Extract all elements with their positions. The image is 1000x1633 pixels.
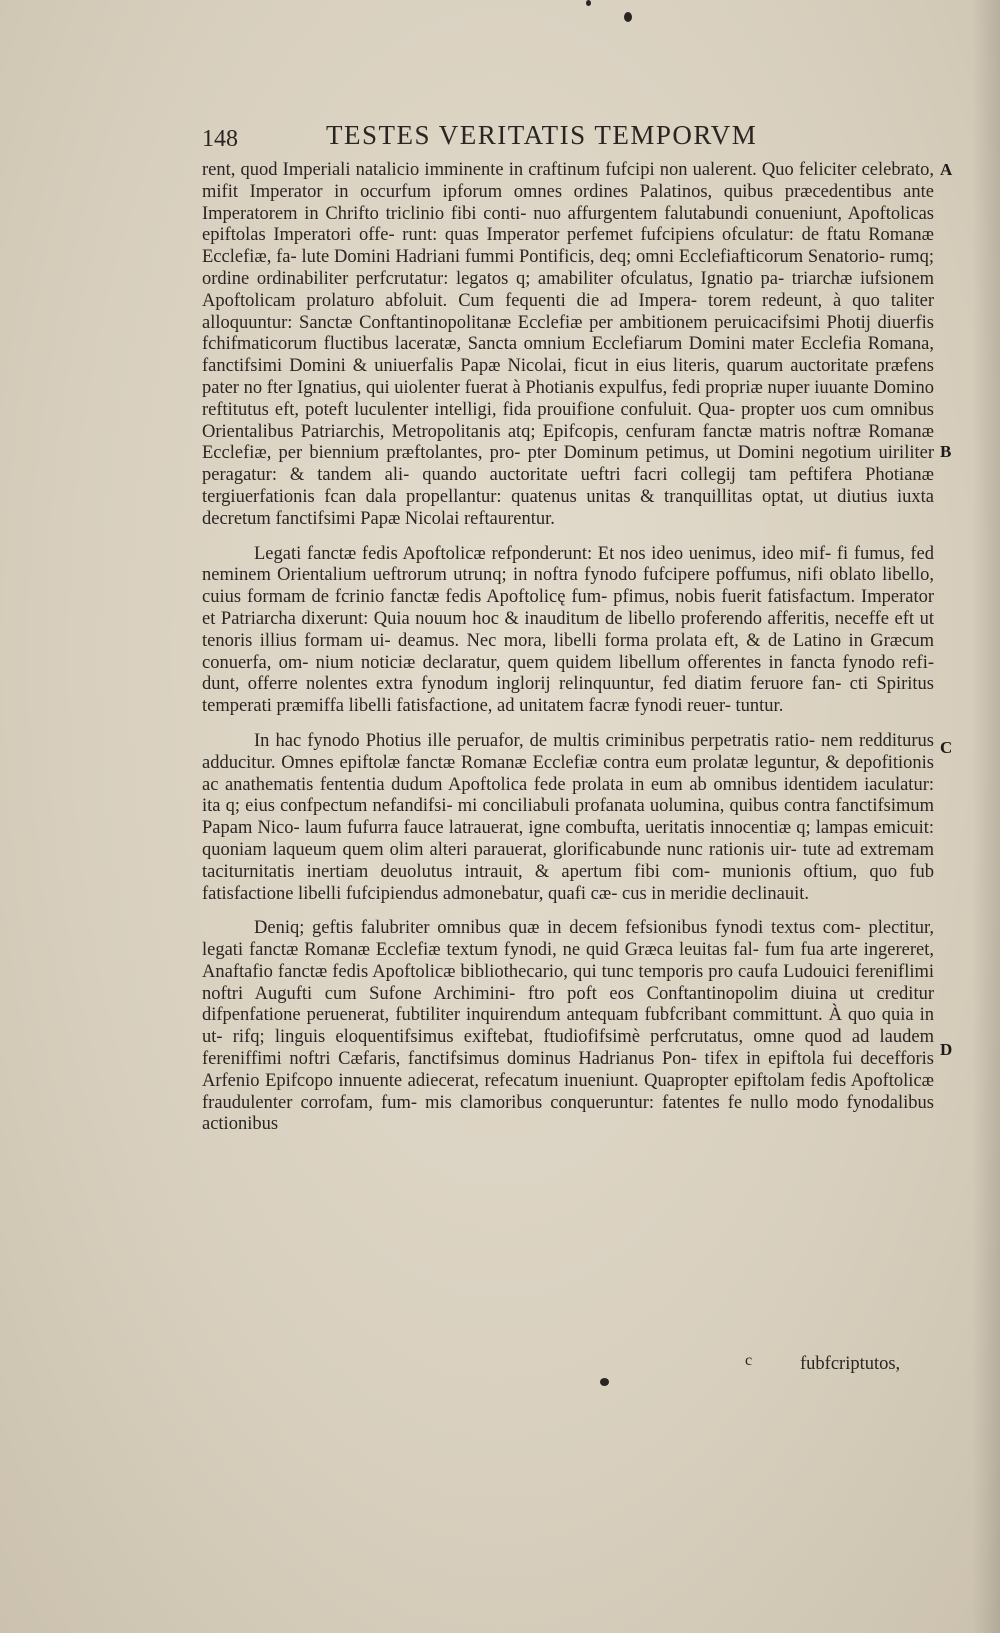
paragraph-3: In hac fynodo Photius ille peruafor, de multis criminibus perpetratis ratio- nem redditurus adducitur. Omnes epiftolæ fanctæ Romanæ Ecclefiæ contra eum prolatæ leguntur, & depofitionis ac anathematis fententia dudum Apoftolica fede prolata in eum ab omnibus identidem iaculatur: ita q; eius confpectum nefandifsi- mi conciliabuli profanata uolumina, quibus contra fanctifsimum Papam Nico- laum fufurra fauce latrauerat, igne combufta, ueritatis innocentiæ q; lampas emicuit: quoniam laqueum quem olim alteri parauerat, glorificabunde nunc rationis uir- tute ad extremam taciturnitatis inertiam deuolutus intrauit, & apertum fibi com- munionis oftium, quo fub fatisfactione libelli fufcipiendus admonebatur, quafi cæ- cus in meridie declinauit. xyxy=(202,730,934,904)
ink-blot xyxy=(586,0,591,6)
paragraph-4: Deniq; geftis falubriter omnibus quæ in decem fefsionibus fynodi textus com- plectitur, legati fanctæ Romanæ Ecclefiæ textum fynodi, ne quid Græca leuitas fal- fum fua arte ingereret, Anaftafio fanctæ fedis Apoftolicæ bibliothecario, qui tunc temporis pro caufa Ludouici fereniflimi noftri Augufti cum Sufone Archimini- ftro poft eos Conftantinopolim diuina ut creditur difpenfatione peruenerat, fubtiliter inquirendum antequam fubfcribant committunt. À quo quia in ut- rifq; linguis eloquentifsimus exiftebat, ftudiofifsimè perfcrutatus, omne quod ad laudem fereniffimi noftri Cæfaris, fanctifsimus dominus Hadrianus Pon- tifex in epiftola fui decefforis Arfenio Epifcopo innuente adiecerat, refecatum inueniunt. Quapropter epiftolam fedis Apoftolicæ fraudulenter corrofam, fum- mis clamoribus conqueruntur: fatentes fe nullo modo fynodalibus actionibus xyxy=(202,918,934,1135)
ink-blot xyxy=(600,1378,609,1386)
page-title: TESTES VERITATIS TEMPORVM xyxy=(326,120,758,150)
paragraph-1: rent, quod Imperiali natalicio imminente in craftinum fufcipi non ualerent. Quo feliciter celebrato, mifit Imperator in occurfum ipforum omnes ordines Palatinos, quibus præcedentibus ante Imperatorem in Chrifto triclinio fibi conti- nuo affurgentem falutabundi conueniunt, Apoftolicas epiftolas Imperatori offe- runt: quas Imperator perfemet fufcipiens ofculatur: de ftatu Romanæ Ecclefiæ, fa- lute Domini Hadriani fummi Pontificis, deq; omni Ecclefiafticorum Senatorio- rumq; ordine ordinabiliter perfcrutatur: legatos q; amabiliter ofculatus, Ignatio pa- triarchæ iufsionem Apoftolicam prolaturo abfoluit. Cum fequenti die ad Impera- torem redeunt, à quo taliter alloquuntur: Sanctæ Conftantinopolitanæ Ecclefiæ per ambitionem peruicacifsimi Photij diuerfis fchifmaticorum fluctibus laceratæ, Sancta omnium Ecclefiarum Domini mater Ecclefia Romana, fanctifsimi Domini & uniuerfalis Papæ Nicolai, ficut in eius literis, quarum auctoritate præfens pater no fter Ignatius, qui uiolenter fuerat à Photianis expulfus, fedi propriæ nuper iuuante Domino reftitutus eft, poteft luculenter intelligi, fida prouifione confuluit. Qua- propter uos cum omnibus Orientalibus Patriarchis, Metropolitanis atq; Epifcopis, cenfuram fanctæ matris noftræ Romanæ Ecclefiæ, per biennium præftolantes, pro- pter Dominum petimus, ut Domini negotium uiriliter peragatur: & tandem ali- quando auctoritate ueftri facri collegij tam peftifera Photianæ tergiuerfationis fcan dala propellantur: quatenus unitas & tranquillitas optat, ut diutius iuxta decretum fanctifsimi Papæ Nicolai reftaurentur. xyxy=(202,160,934,529)
running-head xyxy=(202,120,842,156)
ink-blot xyxy=(624,12,632,22)
page-gutter-shadow xyxy=(972,0,1000,1633)
margin-letter-c: C xyxy=(940,738,953,757)
margin-letter-d: D xyxy=(940,1040,953,1059)
margin-letter-b: B xyxy=(940,442,952,461)
main-text xyxy=(202,160,934,1136)
catchword: fubfcriptutos, xyxy=(800,1354,901,1374)
paragraph-2: Legati fanctæ fedis Apoftolicæ refponderunt: Et nos ideo uenimus, ideo mif- fi fumus, fed neminem Orientalium ueftrorum utrunq; in noftra fynodo fufcipere poffumus, nifi oblato libello, cuius formam de fcrinio fanctæ fedis Apoftolicę fum- pfimus, nobis fuerit fatisfactum. Imperator et Patriarcha dixerunt: Quia nouum hoc & inauditum de libello proferendo afferitis, neceffe eft ut tenoris illius formam ui- deamus. Nec mora, libelli forma prolata eft, & de Latino in Græcum conuerfa, om- nium noticiæ declaratur, quem quidem libellum offerentes in fancta fynodo refi- dunt, offerre nolentes extra fynodum inglorij relinquuntur, fed diatim feruore fan- cti Spiritus temperati præmiffa libelli fatisfactione, ad unitatem facræ fynodi reuer- tuntur. xyxy=(202,543,934,717)
signature-mark: c xyxy=(745,1352,753,1369)
margin-letter-a: A xyxy=(940,160,953,179)
page-number: 148 xyxy=(202,126,238,152)
